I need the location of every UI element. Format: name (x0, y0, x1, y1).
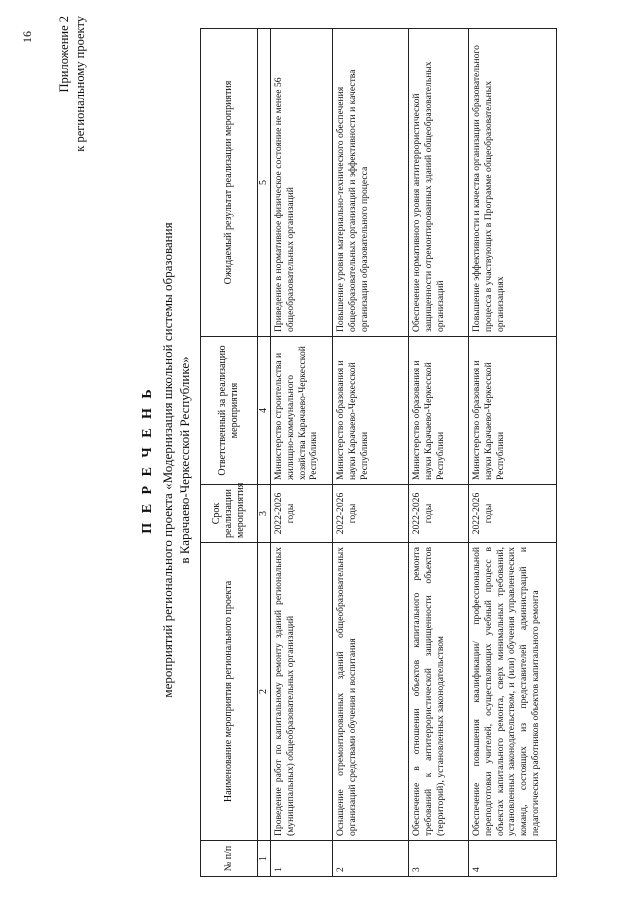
column-number: 1 (258, 841, 271, 877)
activity-term: 2022-2026 годы (333, 485, 409, 543)
activities-table (200, 28, 557, 877)
activity-responsible: Министерство образования и науки Карачаево-Черкесской Республики (409, 337, 469, 485)
appendix-line-2: к региональному проекту (73, 16, 88, 152)
activity-result: Обеспечение нормативного уровня антитеррористической защищенности отремонтированных зданий общеобразовательных организаций (409, 29, 469, 337)
header-term: Срок реализации мероприятия (201, 485, 258, 543)
column-number: 3 (258, 485, 271, 543)
row-number: 1 (271, 841, 333, 877)
page-number: 16 (20, 31, 34, 43)
table-row (409, 29, 469, 877)
activity-name: Обеспечение повышения квалификации/ профессиональной переподготовки учителей, осуществляющих учебный процесс в объектах капитального ремонта, сверх минимальных требований, установленных законодательством, и (или) обучения управленческих команд, состоящих из представителей администраций и педагогических работников объектов капитального ремонта (469, 543, 557, 841)
document-subtitle-line-2: в Карачаево-Черкесской Республике» (176, 356, 192, 564)
activity-term: 2022-2026 годы (409, 485, 469, 543)
row-number: 4 (469, 841, 557, 877)
appendix-line-1: Приложение 2 (57, 16, 71, 93)
header-expected-result: Ожидаемый результат реализации мероприятия (201, 29, 258, 337)
appendix-note (56, 16, 89, 152)
activity-responsible: Министерство образования и науки Карачаево-Черкесской Республики (469, 337, 557, 485)
column-number: 4 (258, 337, 271, 485)
document-title: П Е Р Е Ч Е Н Ь (140, 386, 155, 534)
row-number: 2 (333, 841, 409, 877)
table-row (333, 29, 409, 877)
column-number: 5 (258, 29, 271, 337)
document-subtitle-line-1: мероприятий регионального проекта «Модернизация школьной системы образования (160, 222, 175, 698)
activity-name: Проведение работ по капитальному ремонту зданий региональных (муниципальных) общеобразовательных организаций (271, 543, 333, 841)
activity-term: 2022-2026 годы (469, 485, 557, 543)
activity-result: Повышение эффективности и качества организации образовательного процесса в участвующих в Программе общеобразовательных организациях (469, 29, 557, 337)
document-heading (140, 55, 194, 865)
table-row (271, 29, 333, 877)
activity-result: Повышение уровня материально-технического обеспечения общеобразовательных организаций и эффективности и качества организации образовательного процесса (333, 29, 409, 337)
activity-result: Приведение в нормативное физическое состояние не менее 56 общеобразовательных организаций (271, 29, 333, 337)
column-number: 2 (258, 543, 271, 841)
activity-responsible: Министерство строительства и жилищно-коммунального хозяйства Карачаево-Черкесской Республики (271, 337, 333, 485)
row-number: 3 (409, 841, 469, 877)
activity-name: Оснащение отремонтированных зданий общеобразовательных организаций средствами обучения и воспитания (333, 543, 409, 841)
column-number-row (258, 29, 271, 877)
header-number: № п/п (201, 841, 258, 877)
activity-responsible: Министерство образования и науки Карачаево-Черкесской Республики (333, 337, 409, 485)
header-activity-name: Наименование мероприятия регионального проекта (201, 543, 258, 841)
header-responsible: Ответственный за реализацию мероприятия (201, 337, 258, 485)
table-header-row (201, 29, 258, 877)
table-row (469, 29, 557, 877)
activity-name: Обеспечение в отношении объектов капитального ремонта требований к антитеррористической защищенности объектов (территорий), установленных законодательством (409, 543, 469, 841)
activity-term: 2022-2026 годы (271, 485, 333, 543)
